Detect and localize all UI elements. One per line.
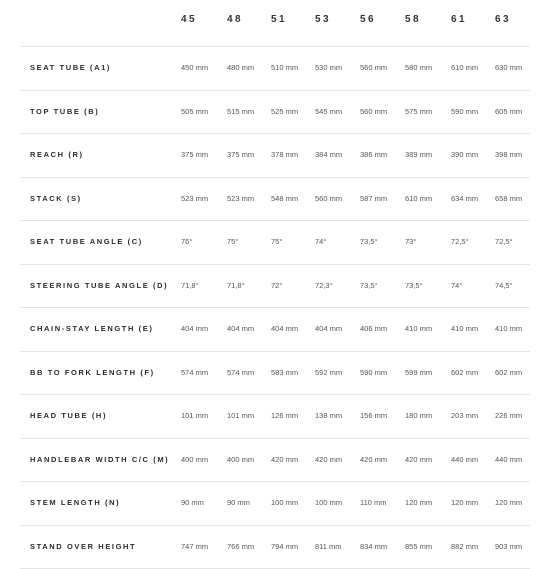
table-cell: 120 mm xyxy=(495,482,522,524)
row-label: SEAT TUBE ANGLE (C) xyxy=(30,221,143,263)
table-cell: 180 mm xyxy=(405,395,432,437)
row-label: CHAIN-STAY LENGTH (E) xyxy=(30,308,153,350)
table-cell: 834 mm xyxy=(360,526,387,568)
table-cell: 450 mm xyxy=(181,47,208,89)
table-cell: 610 mm xyxy=(451,47,478,89)
table-cell: 523 mm xyxy=(227,178,254,220)
table-cell: 71,8° xyxy=(181,265,199,307)
table-cell: 766 mm xyxy=(227,526,254,568)
table-cell: 100 mm xyxy=(315,482,342,524)
table-cell: 548 mm xyxy=(271,178,298,220)
table-cell: 400 mm xyxy=(181,439,208,481)
size-header-58: 58 xyxy=(405,14,445,25)
table-cell: 420 mm xyxy=(315,439,342,481)
table-cell: 610 mm xyxy=(405,178,432,220)
table-cell: 882 mm xyxy=(451,526,478,568)
table-cell: 605 mm xyxy=(495,91,522,133)
table-cell: 73,5° xyxy=(360,221,378,263)
table-cell: 110 mm xyxy=(360,482,387,524)
table-cell: 226 mm xyxy=(495,395,522,437)
table-cell: 406 mm xyxy=(360,308,387,350)
table-cell: 384 mm xyxy=(315,134,342,176)
table-row xyxy=(20,352,530,396)
table-cell: 156 mm xyxy=(360,395,387,437)
table-cell: 203 mm xyxy=(451,395,478,437)
table-cell: 590 mm xyxy=(360,352,387,394)
table-cell: 420 mm xyxy=(360,439,387,481)
table-row xyxy=(20,134,530,178)
table-cell: 590 mm xyxy=(451,91,478,133)
table-cell: 74,5° xyxy=(495,265,513,307)
table-cell: 404 mm xyxy=(227,308,254,350)
row-label: BB TO FORK LENGTH (F) xyxy=(30,352,155,394)
table-cell: 404 mm xyxy=(271,308,298,350)
table-cell: 72° xyxy=(271,265,282,307)
table-cell: 440 mm xyxy=(451,439,478,481)
table-cell: 602 mm xyxy=(495,352,522,394)
size-header-45: 45 xyxy=(181,14,221,25)
table-cell: 580 mm xyxy=(405,47,432,89)
size-header-row xyxy=(20,0,530,47)
table-cell: 515 mm xyxy=(227,91,254,133)
table-cell: 404 mm xyxy=(315,308,342,350)
table-cell: 658 mm xyxy=(495,178,522,220)
size-header-61: 61 xyxy=(451,14,491,25)
geometry-rows xyxy=(20,47,530,569)
table-cell: 560 mm xyxy=(315,178,342,220)
table-cell: 378 mm xyxy=(271,134,298,176)
table-cell: 587 mm xyxy=(360,178,387,220)
table-cell: 505 mm xyxy=(181,91,208,133)
table-cell: 410 mm xyxy=(405,308,432,350)
table-cell: 592 mm xyxy=(315,352,342,394)
table-cell: 630 mm xyxy=(495,47,522,89)
table-cell: 583 mm xyxy=(271,352,298,394)
size-header-56: 56 xyxy=(360,14,400,25)
table-cell: 389 mm xyxy=(405,134,432,176)
table-cell: 120 mm xyxy=(451,482,478,524)
table-row xyxy=(20,221,530,265)
table-cell: 855 mm xyxy=(405,526,432,568)
table-row xyxy=(20,47,530,91)
table-cell: 375 mm xyxy=(181,134,208,176)
table-cell: 420 mm xyxy=(271,439,298,481)
table-cell: 72,5° xyxy=(451,221,469,263)
row-label: STACK (S) xyxy=(30,178,82,220)
table-cell: 138 mm xyxy=(315,395,342,437)
table-row xyxy=(20,439,530,483)
table-cell: 480 mm xyxy=(227,47,254,89)
table-cell: 398 mm xyxy=(495,134,522,176)
geometry-table xyxy=(20,0,530,569)
table-cell: 75° xyxy=(271,221,282,263)
table-cell: 73,5° xyxy=(405,265,423,307)
table-cell: 410 mm xyxy=(495,308,522,350)
size-header-53: 53 xyxy=(315,14,355,25)
table-cell: 440 mm xyxy=(495,439,522,481)
row-label: STEM LENGTH (N) xyxy=(30,482,120,524)
table-cell: 71,8° xyxy=(227,265,245,307)
table-cell: 90 mm xyxy=(181,482,204,524)
table-cell: 560 mm xyxy=(360,91,387,133)
size-header-51: 51 xyxy=(271,14,311,25)
table-cell: 510 mm xyxy=(271,47,298,89)
table-cell: 575 mm xyxy=(405,91,432,133)
table-cell: 400 mm xyxy=(227,439,254,481)
table-row xyxy=(20,482,530,526)
table-cell: 73° xyxy=(405,221,416,263)
table-cell: 602 mm xyxy=(451,352,478,394)
table-cell: 74° xyxy=(315,221,326,263)
table-cell: 76° xyxy=(181,221,192,263)
table-cell: 74° xyxy=(451,265,462,307)
table-row xyxy=(20,91,530,135)
table-cell: 530 mm xyxy=(315,47,342,89)
table-cell: 574 mm xyxy=(227,352,254,394)
table-cell: 794 mm xyxy=(271,526,298,568)
table-cell: 410 mm xyxy=(451,308,478,350)
table-cell: 90 mm xyxy=(227,482,250,524)
table-cell: 126 mm xyxy=(271,395,298,437)
table-cell: 523 mm xyxy=(181,178,208,220)
row-label: STEERING TUBE ANGLE (D) xyxy=(30,265,168,307)
table-row xyxy=(20,395,530,439)
table-row xyxy=(20,178,530,222)
table-cell: 75° xyxy=(227,221,238,263)
table-cell: 599 mm xyxy=(405,352,432,394)
table-cell: 903 mm xyxy=(495,526,522,568)
table-cell: 420 mm xyxy=(405,439,432,481)
row-label: TOP TUBE (B) xyxy=(30,91,99,133)
size-header-48: 48 xyxy=(227,14,267,25)
table-cell: 120 mm xyxy=(405,482,432,524)
row-label: STAND OVER HEIGHT xyxy=(30,526,136,568)
table-cell: 634 mm xyxy=(451,178,478,220)
table-cell: 100 mm xyxy=(271,482,298,524)
table-cell: 386 mm xyxy=(360,134,387,176)
table-cell: 574 mm xyxy=(181,352,208,394)
table-cell: 747 mm xyxy=(181,526,208,568)
table-cell: 73,5° xyxy=(360,265,378,307)
table-cell: 72,5° xyxy=(495,221,513,263)
table-cell: 545 mm xyxy=(315,91,342,133)
table-cell: 101 mm xyxy=(181,395,208,437)
table-cell: 72,3° xyxy=(315,265,333,307)
size-header-63: 63 xyxy=(495,14,535,25)
table-cell: 560 mm xyxy=(360,47,387,89)
table-row xyxy=(20,265,530,309)
table-cell: 525 mm xyxy=(271,91,298,133)
row-label: REACH (R) xyxy=(30,134,84,176)
table-cell: 390 mm xyxy=(451,134,478,176)
table-cell: 375 mm xyxy=(227,134,254,176)
row-label: HEAD TUBE (H) xyxy=(30,395,107,437)
table-cell: 811 mm xyxy=(315,526,342,568)
row-label: SEAT TUBE (A1) xyxy=(30,47,111,89)
row-label: HANDLEBAR WIDTH C/C (M) xyxy=(30,439,169,481)
table-cell: 404 mm xyxy=(181,308,208,350)
table-row xyxy=(20,526,530,569)
table-cell: 101 mm xyxy=(227,395,254,437)
table-row xyxy=(20,308,530,352)
